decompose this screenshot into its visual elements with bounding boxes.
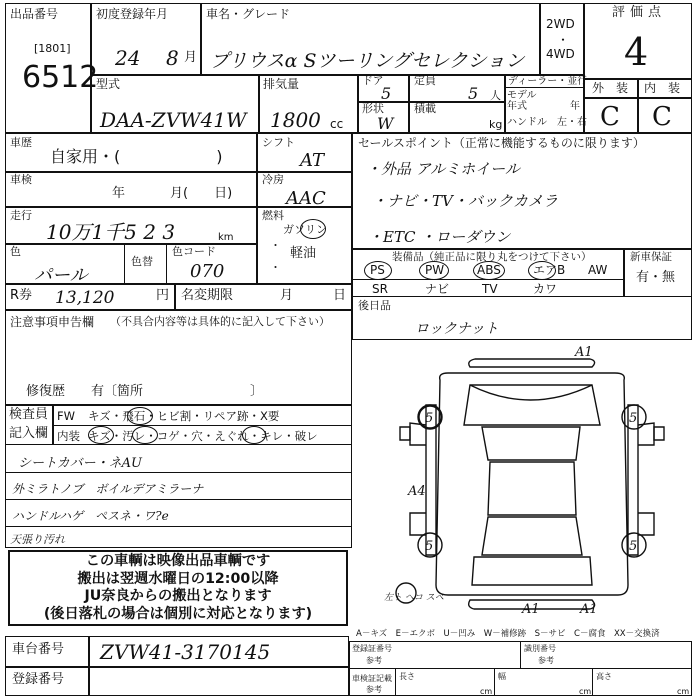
mileage-label: 走行 <box>10 209 32 222</box>
capacity-unit: 人 <box>490 89 501 102</box>
id-label: 識別番号 <box>524 644 556 653</box>
aftermarket-value: ロックナット <box>415 321 499 337</box>
doors-value: 5 <box>381 84 392 103</box>
handwritten-line-3: ハンドルハゲ ペスネ・ワ?e <box>12 509 169 523</box>
fuel-dot-1: ・ <box>270 239 281 252</box>
first-reg-label: 初度登録年月 <box>96 7 169 21</box>
color-label: 色 <box>10 245 21 258</box>
mileage-value: 10万1千5 2 3 <box>46 220 176 244</box>
handwritten-line-4: 天張り汚れ <box>10 533 65 546</box>
mark-note: 左ト ヘコ スベ <box>384 593 444 603</box>
equip-sr: SR <box>372 282 388 296</box>
notes-instruction: （不具合内容等は具体的に記入して下さい） <box>110 315 330 328</box>
sales-point-1: ・外品 アルミホイール <box>366 160 520 178</box>
width-unit: cm <box>579 687 592 696</box>
capacity-label: 定員 <box>414 74 436 87</box>
int-mark-circle-1 <box>88 426 114 444</box>
name-change-label: 名変期限 <box>181 288 234 303</box>
plate-label: 登録番号 <box>12 672 65 687</box>
mark-left-rear-tire: 5 <box>425 539 434 554</box>
model-year-unit: 年 <box>570 101 580 112</box>
fw-mark-circle <box>127 407 153 425</box>
equip-airbag-circle <box>528 261 556 280</box>
inspector-label-1: 検査員 <box>9 407 49 422</box>
equip-pw-circle <box>419 261 449 280</box>
load-unit: kg <box>489 118 503 131</box>
notice-line-2: 搬出は翌週水曜日の12:00以降 <box>77 570 279 587</box>
drive-dot: ・ <box>557 33 570 47</box>
sales-point-2: ・ナビ・TV・バックカメラ <box>372 192 558 210</box>
int-mark-circle-2 <box>132 426 158 444</box>
color-code-label: 色コード <box>172 245 216 258</box>
inspector-label-2: 記入欄 <box>9 426 49 441</box>
notice-line-3: JU奈良からの搬出となります <box>84 588 272 604</box>
diagram-legend: A－キズ E－エクボ U－凹み W－補修跡 S－サビ C－腐食 XX－交換済 <box>356 629 660 639</box>
recycle-label: R券 <box>10 288 33 303</box>
equip-tv: TV <box>482 282 498 296</box>
model-year-label2: 年式 <box>507 101 527 112</box>
inspection-year: 年 <box>112 186 126 201</box>
width-label: 幅 <box>498 672 506 681</box>
equip-abs: ABS <box>477 263 501 277</box>
handwritten-line-1: シートカバー・ネAU <box>18 456 142 471</box>
lot-label: 出品番号 <box>10 7 59 21</box>
fuel-dot-2: ・ <box>270 261 281 274</box>
grade-label: 評価点 <box>612 5 667 20</box>
chassis-label: 車台番号 <box>12 642 65 657</box>
color-code-value: 070 <box>190 261 225 282</box>
sales-points-label: セールスポイント（正常に機能するものに限ります） <box>358 136 645 150</box>
cert-label: 登録証番号 <box>352 644 392 653</box>
equip-ps: PS <box>370 263 385 277</box>
fuel-label: 燃料 <box>262 209 284 222</box>
fuel-diesel: 軽油 <box>290 246 317 261</box>
chassis-value: ZVW41-3170145 <box>100 640 271 664</box>
displacement-unit: cc <box>330 117 344 131</box>
model-year-label: モデル <box>507 90 537 101</box>
height-unit: cm <box>677 687 690 696</box>
equip-pw: PW <box>425 263 445 277</box>
name-change-month: 月 <box>280 288 294 303</box>
length-label: 長さ <box>399 672 415 681</box>
capacity-value: 5 <box>468 84 479 103</box>
height-label: 高さ <box>596 672 612 681</box>
car-damage-diagram <box>370 345 690 620</box>
name-change-day: 日 <box>333 288 347 303</box>
exterior-value: C <box>600 102 620 132</box>
mark-rear-right: A1 <box>580 602 598 617</box>
notes-label: 注意事項申告欄 <box>10 315 95 329</box>
exterior-label: 外 装 <box>592 81 629 95</box>
type-value: DAA-ZVW41W <box>100 108 247 132</box>
history-value: 自家用・( ) <box>50 147 223 166</box>
reg-size-ref: 参考 <box>366 685 382 694</box>
dealer-label: ディーラー・並行 <box>508 76 588 87</box>
first-reg-unit: 月 <box>184 50 198 65</box>
equip-leather: カワ <box>533 282 558 296</box>
repair-history: 修復歴 有〔箇所 <box>26 384 144 399</box>
grade-value: 4 <box>624 30 649 74</box>
repaint-label: 色替 <box>131 255 153 268</box>
mark-front-bumper: A1 <box>575 345 593 360</box>
first-reg-month: 8 <box>166 46 179 70</box>
fuel-gas: ガソリン <box>283 223 327 236</box>
int-label: 内装 <box>57 429 80 443</box>
history-label: 車歴 <box>10 136 32 149</box>
shape-value: W <box>377 114 394 133</box>
shift-label: シフト <box>262 136 295 149</box>
doors-label: ドア <box>362 74 384 87</box>
shape-label: 形状 <box>362 102 384 115</box>
repair-close: 〕 <box>250 384 264 399</box>
aftermarket-block <box>352 297 692 340</box>
mark-rear-left: A1 <box>522 602 540 617</box>
recycle-unit: 円 <box>156 288 170 303</box>
recycle-value: 13,120 <box>55 288 115 308</box>
mark-left-side: A4 <box>408 484 426 499</box>
interior-label: 内 装 <box>644 81 681 95</box>
new-car-warranty-label: 新車保証 <box>630 251 672 263</box>
id-ref: 参考 <box>538 656 554 665</box>
reg-size-label: 車検証記載 <box>352 674 392 683</box>
inspection-month: 月( 日) <box>170 186 233 201</box>
lot-number: 6512 <box>22 60 99 95</box>
equipment-label: 装備品（純正品に限り丸をつけて下さい） <box>392 251 592 263</box>
aircon-value: AAC <box>286 188 326 209</box>
notice-line-1: この車輌は映像出品車輌です <box>85 553 271 569</box>
int-items: キズ・汚レ・コゲ・穴・えぐれ・キレ・破レ <box>88 429 318 443</box>
int-mark-circle-3 <box>242 426 266 444</box>
drive-4wd: 4WD <box>546 47 575 61</box>
notice-line-4: (後日落札の場合は個別に対応となります) <box>43 605 313 622</box>
fw-label: FW <box>57 409 75 423</box>
fw-items: キズ・飛石・ヒビ割・リペア跡・X要 <box>88 409 280 423</box>
cert-ref: 参考 <box>366 656 382 665</box>
equip-navi: ナビ <box>425 282 450 296</box>
mark-right-front-tire: 5 <box>629 411 638 426</box>
color-value: パール <box>34 265 88 286</box>
drive-2wd: 2WD <box>546 17 575 31</box>
length-unit: cm <box>480 687 493 696</box>
displacement-value: 1800 <box>270 108 321 132</box>
inspection-label: 車検 <box>10 173 32 186</box>
handle-label: ハンドル 左・右 <box>507 117 587 128</box>
equip-airbag: エアB <box>533 263 566 277</box>
fuel-gas-circle <box>300 219 326 239</box>
handwritten-line-2: 外ミラトノブ ボイルデアミラーナ <box>12 482 204 496</box>
sales-point-3: ・ETC ・ローダウン <box>368 228 511 246</box>
model-grade-value: プリウスα Sツーリングセレクション <box>210 50 525 72</box>
new-car-warranty-value: 有・無 <box>636 270 676 285</box>
equip-ps-circle <box>364 261 392 280</box>
first-reg-year: 24 <box>115 46 141 70</box>
mileage-unit: km <box>218 232 234 243</box>
shift-value: AT <box>300 150 325 171</box>
aftermarket-label: 後日品 <box>358 299 391 312</box>
aircon-label: 冷房 <box>262 173 284 186</box>
model-grade-label: 車名・グレード <box>206 7 291 21</box>
equip-aw: AW <box>588 263 608 277</box>
lot-sub: [1801] <box>34 42 71 55</box>
type-label: 型式 <box>96 77 121 91</box>
interior-value: C <box>652 102 672 132</box>
mark-left-front-tire: 5 <box>425 411 434 426</box>
mark-right-rear-tire: 5 <box>629 539 638 554</box>
equip-abs-circle <box>473 261 505 280</box>
load-label: 積載 <box>414 102 436 115</box>
displacement-label: 排気量 <box>263 77 300 91</box>
notice-box <box>8 550 348 626</box>
